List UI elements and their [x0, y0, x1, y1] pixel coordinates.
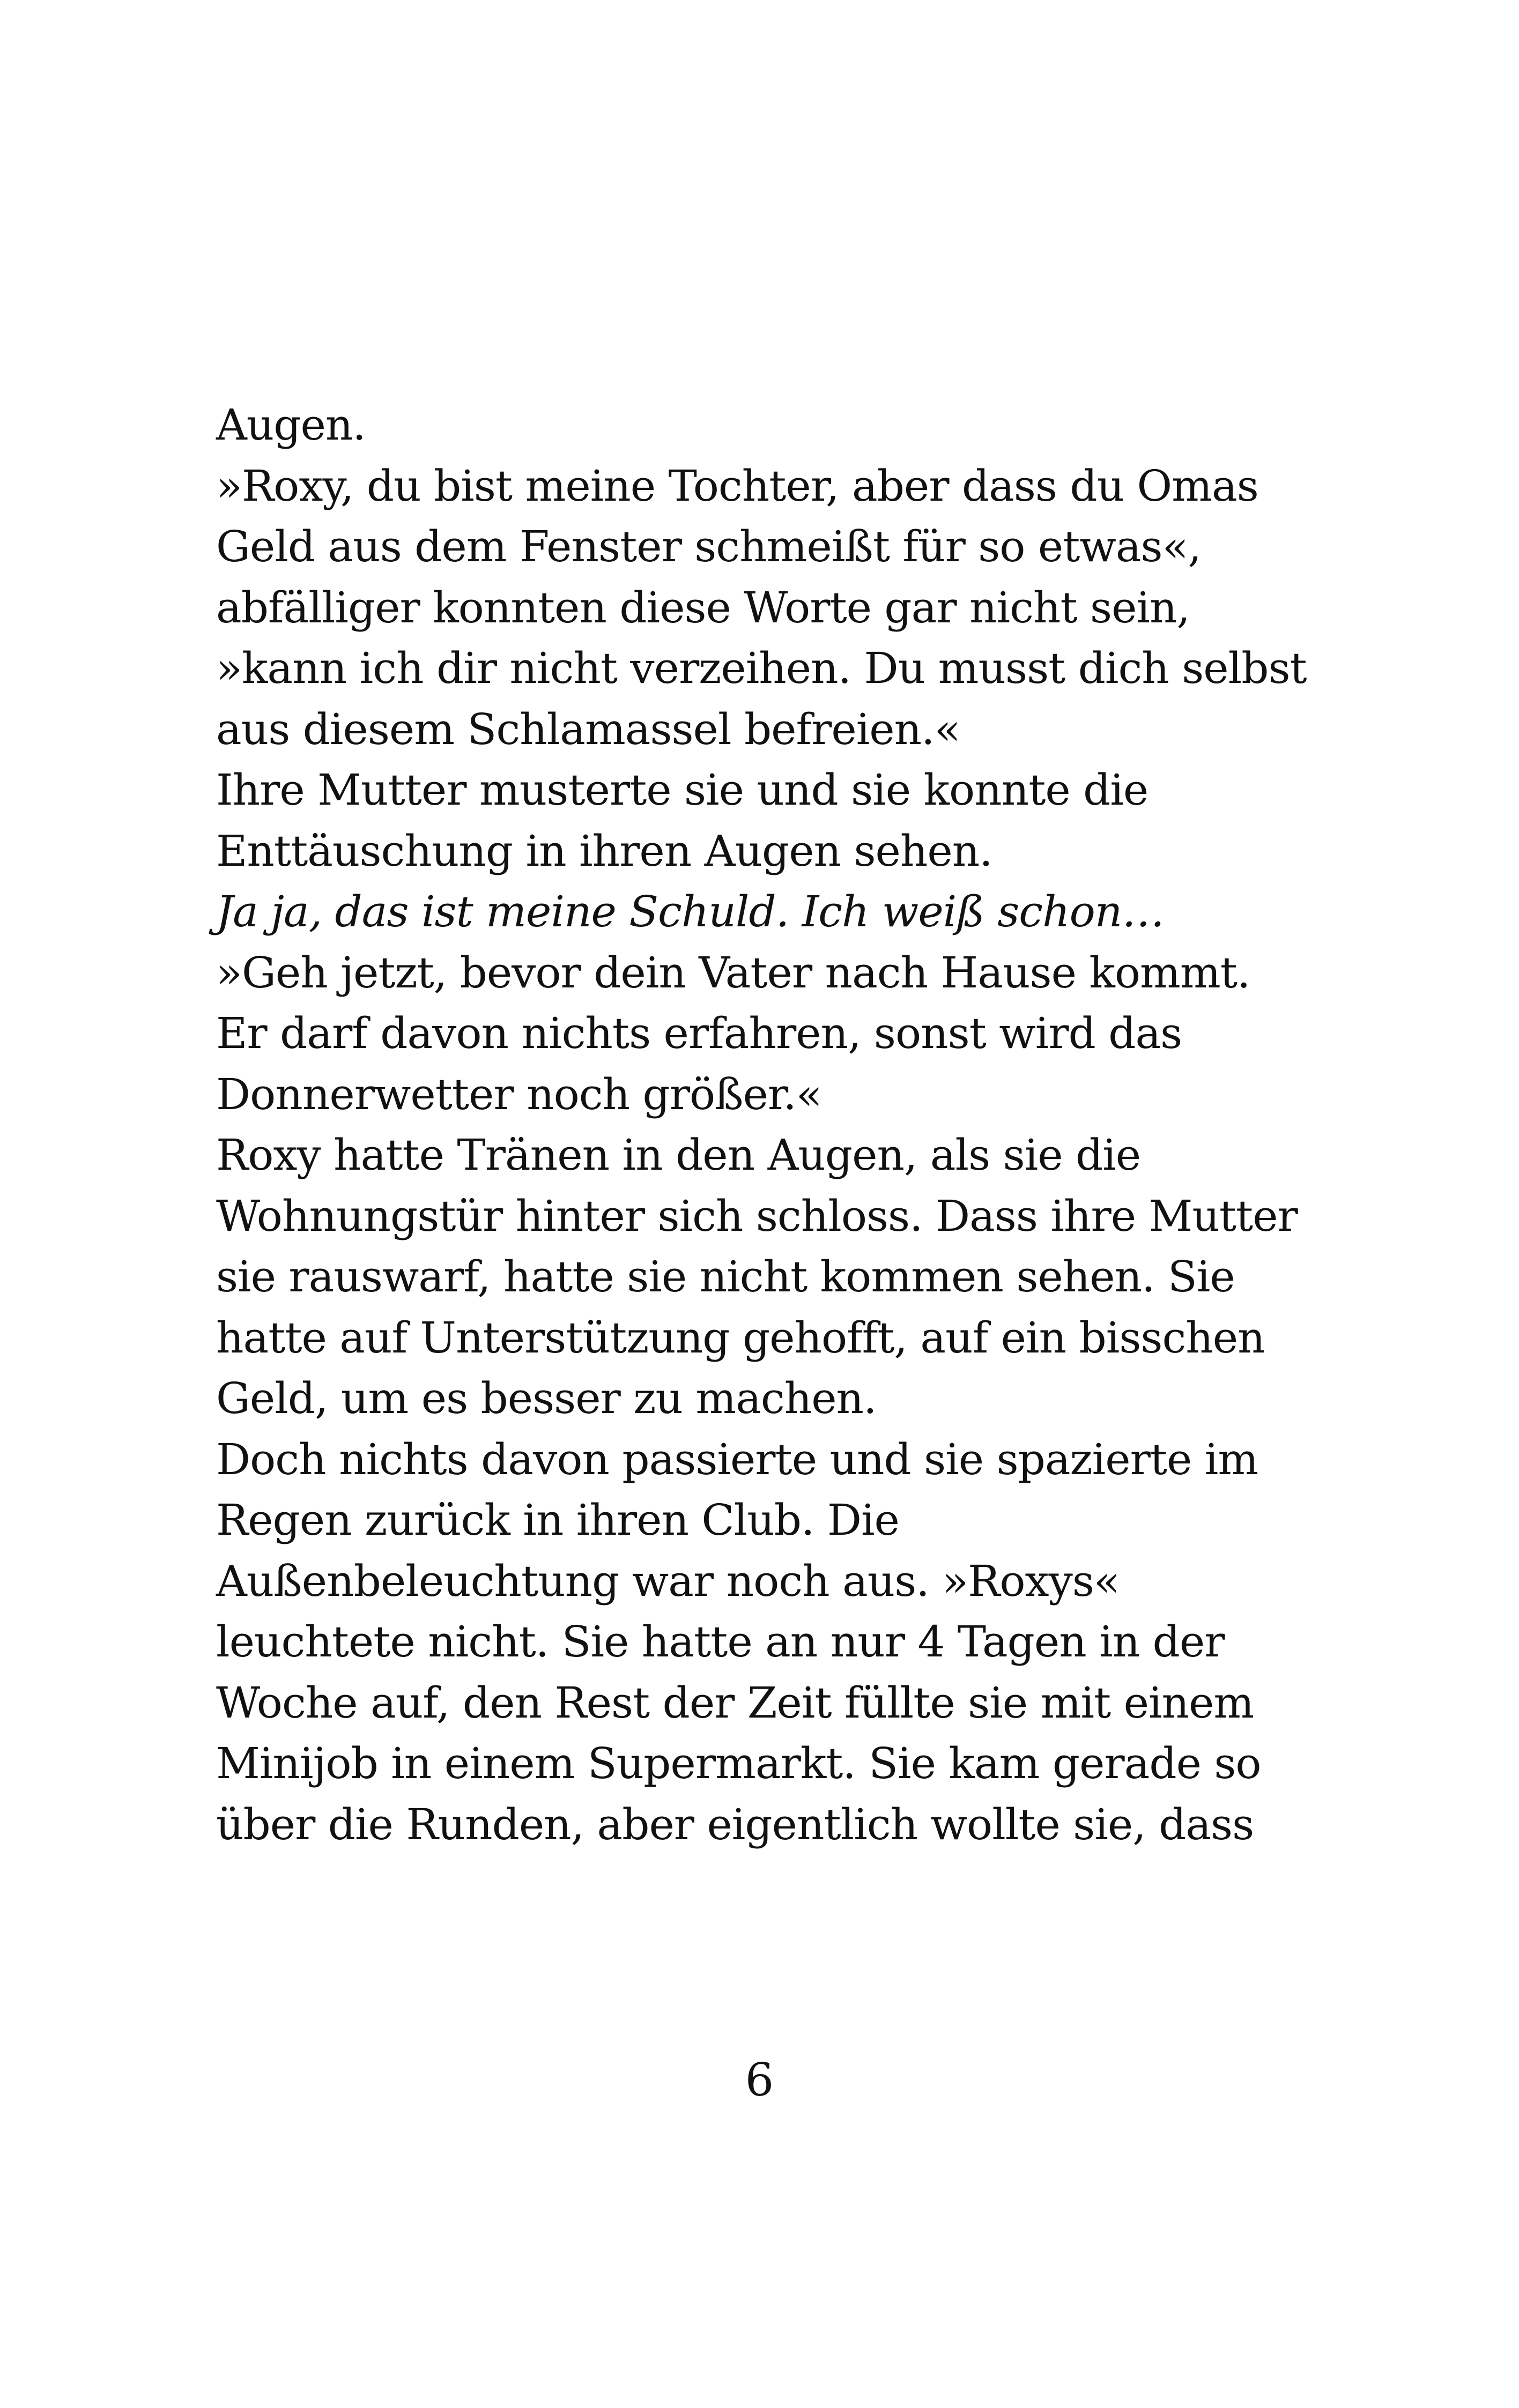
- text-line: aus diesem Schlamassel befreien.«: [216, 704, 960, 754]
- text-line: Geld aus dem Fenster schmeißt für so etwas«,: [216, 522, 1201, 571]
- text-line: Doch nichts davon passierte und sie spazierte im: [216, 1434, 1258, 1484]
- text-line: Wohnungstür hinter sich schloss. Dass ihre Mutter: [216, 1191, 1298, 1241]
- text-line: abfälliger konnten diese Worte gar nicht sein,: [216, 582, 1190, 633]
- text-line: Donnerwetter noch größer.«: [216, 1069, 822, 1119]
- text-line: hatte auf Unterstützung gehofft, auf ein bisschen: [216, 1312, 1265, 1363]
- italic-thought-line: Ja ja, das ist meine Schuld. Ich weiß schon…: [216, 887, 1165, 937]
- body-text: [216, 395, 1342, 1855]
- text-line: Außenbeleuchtung war noch aus. »Roxys«: [216, 1556, 1120, 1606]
- text-line: Er darf davon nichts erfahren, sonst wird das: [216, 1008, 1182, 1058]
- text-line: Geld, um es besser zu machen.: [216, 1373, 877, 1423]
- text-line: Ihre Mutter musterte sie und sie konnte die: [216, 765, 1148, 815]
- page-number: 6: [745, 2054, 774, 2106]
- text-line: Minijob in einem Supermarkt. Sie kam gerade so: [216, 1738, 1261, 1788]
- text-line: Woche auf, den Rest der Zeit füllte sie mit einem: [216, 1677, 1254, 1728]
- text-line: Enttäuschung in ihren Augen sehen.: [216, 826, 992, 876]
- text-line: »kann ich dir nicht verzeihen. Du musst dich selbst: [216, 643, 1307, 693]
- text-line: über die Runden, aber eigentlich wollte sie, dass: [216, 1799, 1254, 1849]
- text-line: »Geh jetzt, bevor dein Vater nach Hause kommt.: [216, 947, 1250, 998]
- text-line: Roxy hatte Tränen in den Augen, als sie die: [216, 1130, 1141, 1180]
- text-line: leuchtete nicht. Sie hatte an nur 4 Tagen in der: [216, 1617, 1225, 1667]
- text-line: Regen zurück in ihren Club. Die: [216, 1495, 899, 1545]
- text-line: sie rauswarf, hatte sie nicht kommen sehen. Sie: [216, 1252, 1235, 1302]
- text-line: »Roxy, du bist meine Tochter, aber dass du Omas: [216, 460, 1258, 511]
- text-line: Augen.: [216, 400, 366, 450]
